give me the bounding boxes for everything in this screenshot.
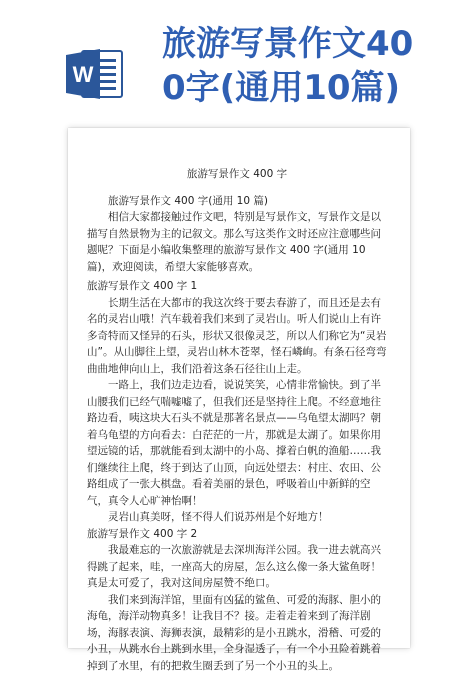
document-heading: 旅游写景作文 400 字 (87, 166, 387, 183)
intro-paragraph: 相信大家都接触过作文吧，特别是写景作文，写景作文是以描写自然景物为主的记叙文。那么写这类作文时还应注意哪些问题呢？下面是小编收集整理的旅游写景作文 400 字(通用 10 篇)，欢迎阅读，希望大家能够喜欢。 (87, 209, 387, 275)
section-1-paragraph-2: 一路上，我们边走边看，说说笑笑，心情非常愉快。到了半山腰我们已经气喘嘘嘘了，但我们还是坚持往上爬。不经意地往路边看，咦这块大石头不就是那著名景点——乌龟望太湖吗？朝着乌龟望的方向看去：白茫茫的一片，那就是太湖了。如果你用望远镜的话，那就能看到太湖中的小岛、撑着白帆的渔船……我们继续往上爬，终于到达了山顶，向远处望去：村庄、农田、公路组成了一张大棋盘。看着美丽的景色，呼吸着山中新鲜的空气，真令人心旷神怡啊！ (87, 377, 387, 509)
document-subtitle: 旅游写景作文 400 字(通用 10 篇) (87, 193, 387, 210)
section-2-paragraph-2: 我们来到海洋馆，里面有凶猛的鲨鱼、可爱的海豚、胆小的海龟，海洋动物真多！让我目不？接。走着走着来到了海洋剧场，海豚表演、海狮表演，最精彩的是小丑跳水，滑稽、可爱的小丑，从跳水台上跳到水里，全身湿透了，有一个小丑险着跳着掉到了水里，有的把救生圈丢到了另一个小丑的头上。 (87, 592, 387, 674)
section-2-paragraph-1: 我最难忘的一次旅游就是去深圳海洋公园。我一进去就高兴得跳了起来，哇，一座高大的房屋，怎么这么像一条大鲨鱼呀！真是太可爱了，我对这间房屋赞不绝口。 (87, 542, 387, 592)
document-page-preview (68, 128, 410, 648)
document-title-line-1: 旅游写景作文40 (162, 22, 462, 66)
document-title-line-2: 0字(通用10篇) (162, 66, 462, 110)
section-2-title: 旅游写景作文 400 字 2 (87, 526, 387, 543)
section-1-paragraph-3: 灵岩山真美呀，怪不得人们说苏州是个好地方！ (87, 509, 387, 526)
word-document-icon (66, 45, 124, 103)
document-title (162, 22, 462, 110)
document-header (0, 0, 474, 130)
document-content (87, 128, 387, 674)
section-1-title: 旅游写景作文 400 字 1 (87, 278, 387, 295)
word-icon-letter: W (73, 62, 94, 87)
section-1-paragraph-1: 长期生活在大都市的我这次终于要去春游了，而且还是去有名的灵岩山哦！汽车载着我们来到了灵岩山。听人们说山上有许多奇特而又怪异的石头，形状又很像灵芝，所以人们称它为“灵岩山”。从山脚往上望，灵岩山林木苍翠，怪石嶙峋。有条石径弯弯曲曲地伸向山上，我们沿着这条石径往山上走。 (87, 295, 387, 378)
